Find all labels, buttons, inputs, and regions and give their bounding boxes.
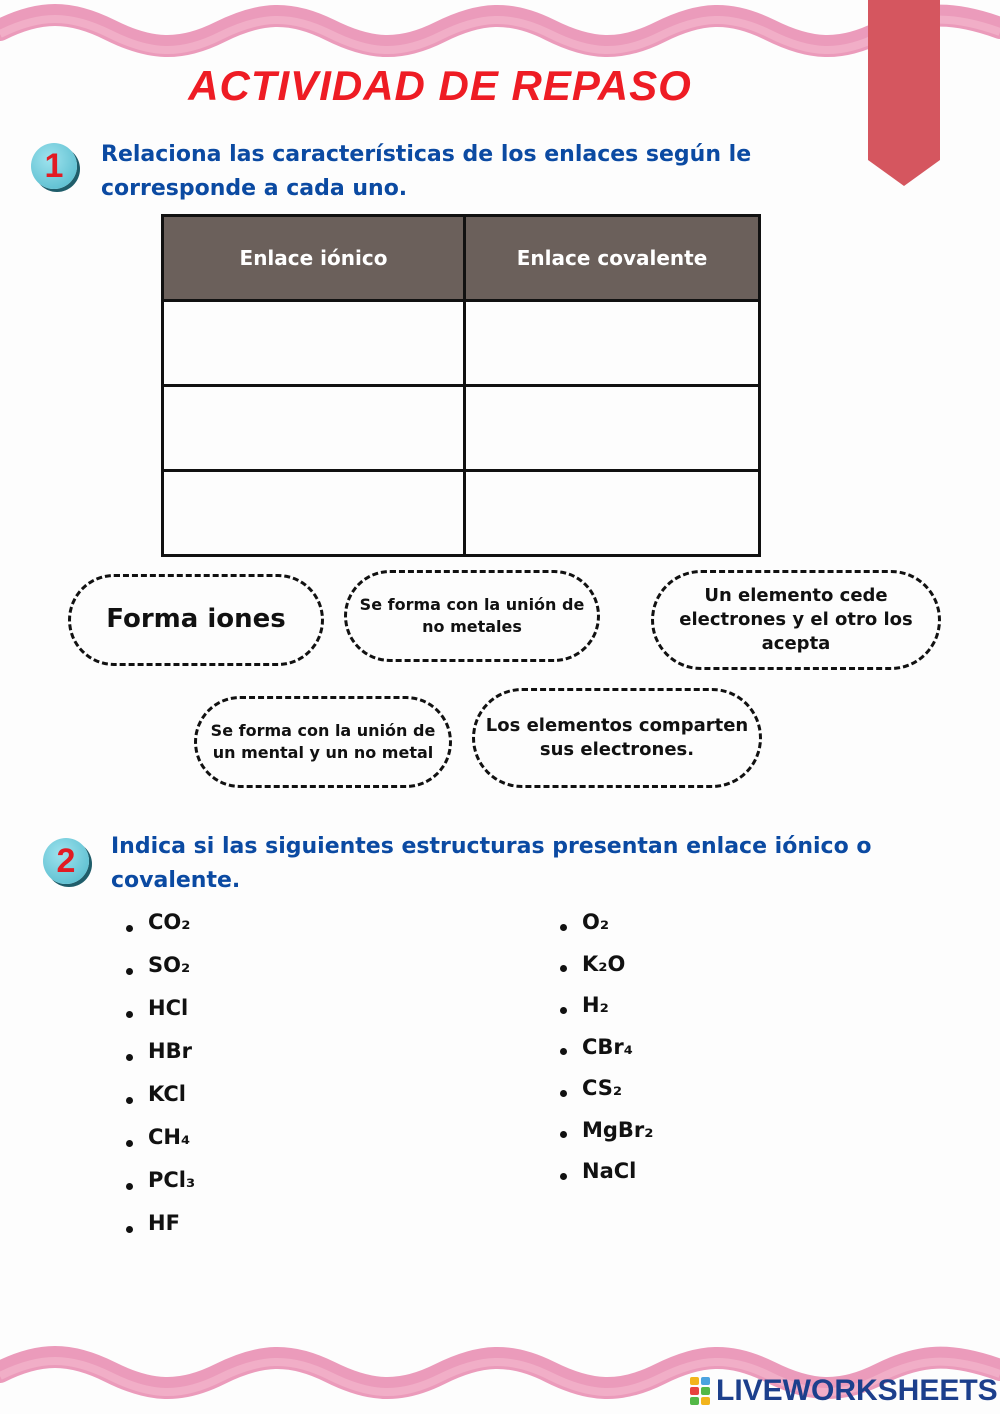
list-item: H₂: [558, 989, 654, 1031]
drop-cell-ionic-3[interactable]: [163, 471, 465, 556]
liveworksheets-logo-icon: [690, 1377, 710, 1405]
list-item: CO₂: [124, 906, 195, 949]
list-item: PCl₃: [124, 1164, 195, 1207]
page-title: ACTIVIDAD DE REPASO: [188, 62, 692, 109]
list-item: HCl: [124, 992, 195, 1035]
list-item: CS₂: [558, 1072, 654, 1114]
section-2-instruction: Indica si las siguientes estructuras presentan enlace iónico o covalente.: [111, 834, 872, 893]
draggable-card-no-metales[interactable]: Se forma con la unión de no metales: [344, 570, 600, 662]
section-2-number-badge: 2: [43, 838, 89, 884]
list-item: HBr: [124, 1035, 195, 1078]
matching-table: [161, 214, 761, 557]
table-header-ionic: Enlace iónico: [163, 216, 465, 301]
list-item: HF: [124, 1207, 195, 1250]
list-item: SO₂: [124, 949, 195, 992]
logo-text: LIVEWORKSHEETS: [716, 1374, 998, 1407]
table-header-covalent: Enlace covalente: [465, 216, 760, 301]
drop-cell-ionic-2[interactable]: [163, 386, 465, 471]
list-item: KCl: [124, 1078, 195, 1121]
draggable-card-metal-no-metal[interactable]: Se forma con la unión de un mental y un no metal: [194, 696, 452, 788]
right-compound-list: [558, 906, 654, 1197]
list-item: K₂O: [558, 948, 654, 990]
drop-cell-ionic-1[interactable]: [163, 301, 465, 386]
drop-cell-covalent-3[interactable]: [465, 471, 760, 556]
left-compound-list: [124, 906, 195, 1250]
draggable-card-cede-electrones[interactable]: Un elemento cede electrones y el otro los acepta: [651, 570, 941, 670]
list-item: O₂: [558, 906, 654, 948]
drop-cell-covalent-2[interactable]: [465, 386, 760, 471]
list-item: CH₄: [124, 1121, 195, 1164]
liveworksheets-logo[interactable]: [690, 1374, 998, 1408]
section-1-number-badge: 1: [31, 143, 77, 189]
drop-cell-covalent-1[interactable]: [465, 301, 760, 386]
list-item: MgBr₂: [558, 1114, 654, 1156]
list-item: CBr₄: [558, 1031, 654, 1073]
draggable-card-forma-iones[interactable]: Forma iones: [68, 574, 324, 666]
list-item: NaCl: [558, 1155, 654, 1197]
draggable-card-comparten-electrones[interactable]: Los elementos comparten sus electrones.: [472, 688, 762, 788]
top-wave-decoration: [0, 0, 1000, 70]
section-1-instruction: Relaciona las características de los enlaces según le corresponde a cada uno.: [101, 142, 752, 201]
